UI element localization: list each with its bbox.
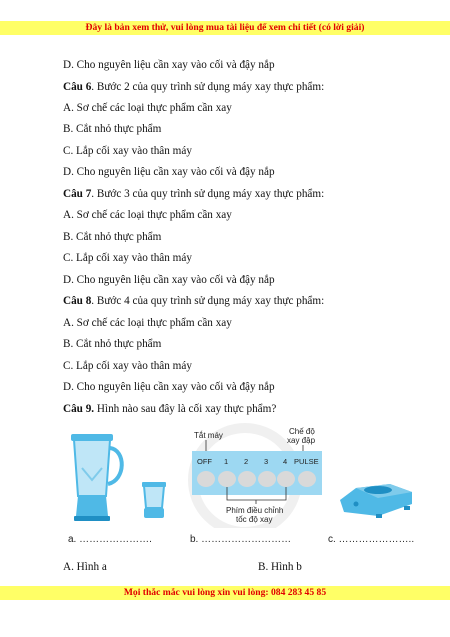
answer-a: A. Hình a xyxy=(63,561,107,573)
option-line: A. Sơ chế các loại thực phẩm cần xay xyxy=(63,209,232,221)
button-label-pulse: PULSE xyxy=(294,457,319,466)
option-line: B. Cắt nhỏ thực phẩm xyxy=(63,231,162,243)
mode-title-label-1: Chế độ xyxy=(289,427,315,436)
option-line: D. Cho nguyên liệu cần xay vào cối và đậy nắp xyxy=(63,166,275,178)
caption-c: c. ………………….. xyxy=(328,534,415,545)
option-line: C. Lắp cối xay vào thân máy xyxy=(63,252,192,264)
small-jar-icon xyxy=(142,482,166,518)
option-line: C. Lắp cối xay vào thân máy xyxy=(63,360,192,372)
option-line: D. Cho nguyên liệu cần xay vào cối và đậy nắp xyxy=(63,381,275,393)
speed-label-1: Phím điều chỉnh xyxy=(226,506,284,515)
option-line: A. Sơ chế các loại thực phẩm cần xay xyxy=(63,102,232,114)
button-label-off: OFF xyxy=(197,457,212,466)
button-label-1: 1 xyxy=(224,457,229,466)
caption-b: b. ……………………… xyxy=(190,534,292,545)
option-line: A. Sơ chế các loại thực phẩm cần xay xyxy=(63,317,232,329)
blender-figure xyxy=(60,418,430,528)
blender-base-icon xyxy=(340,484,412,518)
button-label-2: 2 xyxy=(244,457,249,466)
option-line: B. Cắt nhỏ thực phẩm xyxy=(63,123,162,135)
option-line: C. Lắp cối xay vào thân máy xyxy=(63,145,192,157)
option-line: D. Cho nguyên liệu cần xay vào cối và đậy nắp xyxy=(63,274,275,286)
speed-label-2: tốc độ xay xyxy=(236,515,273,524)
button-label-4: 4 xyxy=(283,457,288,466)
preview-banner: Đây là bản xem thử, vui lòng mua tài liệu để xem chi tiết (có lời giải) xyxy=(0,21,450,35)
question-9-line: Câu 9. Hình nào sau đây là cối xay thực phẩm? xyxy=(63,403,277,415)
caption-a: a. …………………. xyxy=(68,534,152,545)
mode-title-label-2: xay đập xyxy=(287,436,316,445)
blender-icon xyxy=(71,434,122,521)
answer-b: B. Hình b xyxy=(258,561,302,573)
question-6-line: Câu 6. Bước 2 của quy trình sử dụng máy xay thực phẩm: xyxy=(63,81,325,93)
off-title-label: Tắt máy xyxy=(194,431,223,440)
button-label-3: 3 xyxy=(264,457,269,466)
option-line: B. Cắt nhỏ thực phẩm xyxy=(63,338,162,350)
contact-banner: Mọi thắc mắc vui lòng xin vui lòng: 084 283 45 85 xyxy=(0,586,450,600)
option-line: D. Cho nguyên liệu cần xay vào cối và đậy nắp xyxy=(63,59,275,71)
question-7-line: Câu 7. Bước 3 của quy trình sử dụng máy xay thực phẩm: xyxy=(63,188,325,200)
question-8-line: Câu 8. Bước 4 của quy trình sử dụng máy xay thực phẩm: xyxy=(63,295,325,307)
